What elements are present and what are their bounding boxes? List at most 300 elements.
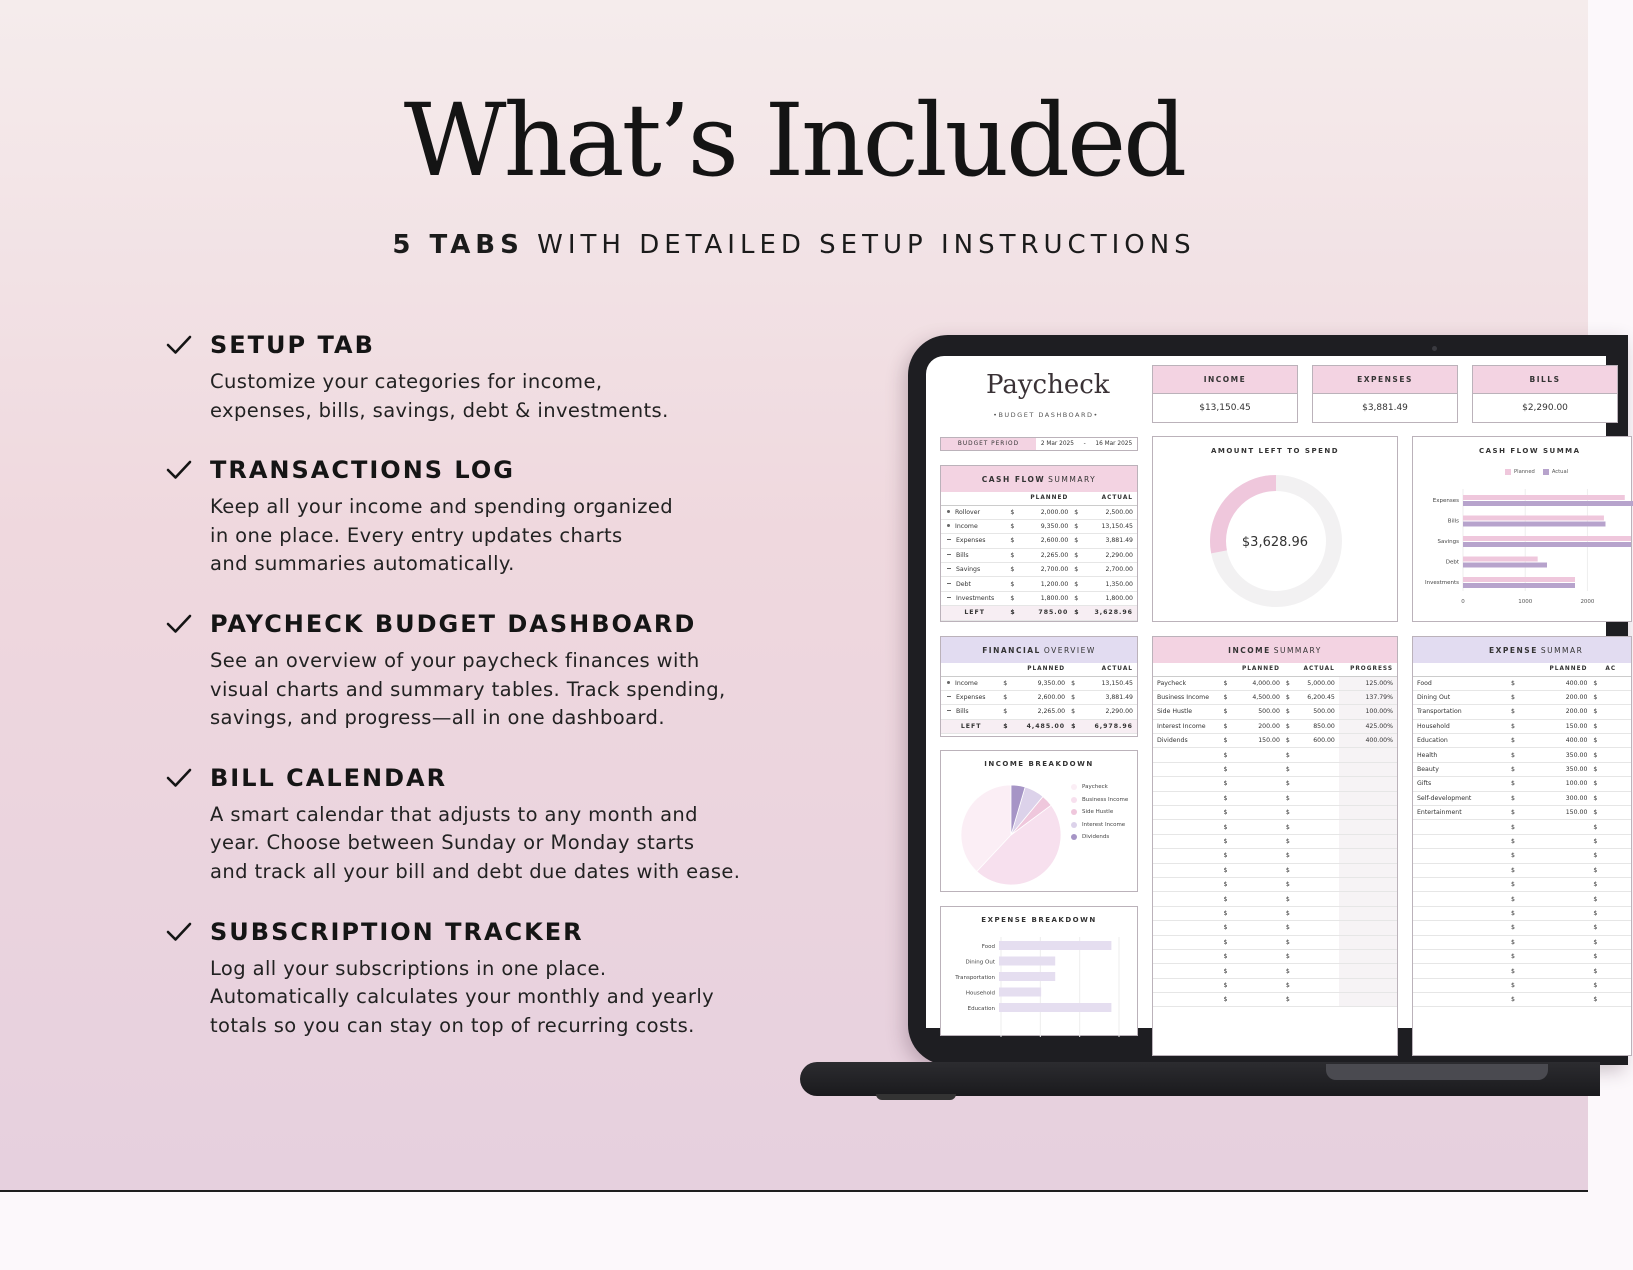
table-row: [1413, 777, 1631, 791]
dash-icon: [947, 539, 951, 540]
currency-symbol: [1222, 863, 1232, 877]
planned-cell[interactable]: [1232, 993, 1284, 1007]
currency-symbol-text: $: [1071, 679, 1076, 687]
currency-symbol-text: $: [1223, 852, 1228, 860]
expense-category[interactable]: [1413, 849, 1509, 863]
progress-cell: [1339, 863, 1397, 877]
income-source[interactable]: [1153, 791, 1222, 805]
income-source[interactable]: [1153, 748, 1222, 762]
actual-cell: [1294, 791, 1339, 805]
planned-cell-text: 1,800.00: [1040, 595, 1069, 603]
currency-symbol: [1008, 534, 1018, 548]
feature-description: Keep all your income and spending organized in one place. Every entry updates charts and summaries automatically.: [210, 495, 674, 576]
income-source-text: Interest Income: [1157, 722, 1206, 730]
planned-cell[interactable]: [1519, 906, 1591, 920]
currency-symbol: [1509, 921, 1519, 935]
planned-cell[interactable]: [1519, 705, 1591, 719]
row-label: [941, 676, 1001, 690]
planned-cell[interactable]: [1519, 719, 1591, 733]
category-label: Debt: [1445, 559, 1459, 566]
income-source[interactable]: [1153, 777, 1222, 791]
table-row: [1413, 791, 1631, 805]
currency-symbol-text: $: [1593, 679, 1598, 687]
actual-cell: [1294, 777, 1339, 791]
category-label: Food: [981, 944, 995, 950]
actual-cell: [1601, 748, 1631, 762]
table-row: [941, 591, 1137, 605]
income-source[interactable]: [1153, 964, 1222, 978]
currency-symbol-text: $: [1010, 508, 1015, 516]
planned-cell[interactable]: [1519, 734, 1591, 748]
table-row: [1413, 921, 1631, 935]
income-source[interactable]: [1153, 877, 1222, 891]
actual-cell: [1601, 734, 1631, 748]
expense-category[interactable]: [1413, 820, 1509, 834]
progress-cell-text: 137.79%: [1365, 694, 1393, 702]
currency-symbol-text: $: [1593, 737, 1598, 745]
currency-symbol-text: $: [1285, 895, 1290, 903]
currency-symbol: [1222, 777, 1232, 791]
row-label-text: Bills: [956, 551, 969, 559]
planned-cell[interactable]: [1232, 820, 1284, 834]
currency-symbol-text: $: [1010, 551, 1015, 559]
legend-planned-label: Planned: [1514, 469, 1535, 475]
dash-icon: [947, 554, 951, 555]
actual-cell: [1601, 762, 1631, 776]
actual-cell: [1082, 563, 1137, 577]
total-actual-text: 6,978.96: [1094, 722, 1133, 730]
table-row: [1153, 906, 1397, 920]
actual-cell: [1294, 719, 1339, 733]
total-label-text: LEFT: [964, 609, 985, 617]
table-row: [1153, 978, 1397, 992]
currency-symbol: [1591, 863, 1601, 877]
planned-cell-text: 1,200.00: [1040, 580, 1069, 588]
category-label: Investments: [1424, 580, 1459, 586]
actual-cell-text: 1,350.00: [1105, 580, 1133, 588]
actual-cell: [1294, 906, 1339, 920]
actual-cell: [1294, 892, 1339, 906]
planned-cell-text: 400.00: [1565, 737, 1588, 745]
actual-cell: [1601, 690, 1631, 704]
currency-symbol: [1509, 906, 1519, 920]
currency-symbol-text: $: [1511, 953, 1515, 961]
table-row: [1153, 921, 1397, 935]
income-source[interactable]: [1153, 906, 1222, 920]
planned-cell[interactable]: [1519, 849, 1591, 863]
currency-symbol: [1072, 563, 1082, 577]
progress-cell-text: 100.00%: [1365, 708, 1393, 716]
category-label: Transportation: [955, 975, 995, 981]
expense-category[interactable]: [1413, 748, 1509, 762]
planned-cell[interactable]: [1232, 705, 1284, 719]
planned-cell[interactable]: [1519, 964, 1591, 978]
currency-symbol-text: $: [1511, 751, 1515, 759]
planned-cell[interactable]: [1519, 762, 1591, 776]
feature-item: [164, 455, 804, 579]
income-summary-header: [1153, 637, 1397, 663]
actual-cell: [1079, 690, 1137, 704]
currency-symbol: [1591, 734, 1601, 748]
kpi-card: [1472, 365, 1618, 423]
feature-title: PAYCHECK BUDGET DASHBOARD: [210, 609, 697, 638]
actual-cell: [1294, 762, 1339, 776]
income-source[interactable]: [1153, 978, 1222, 992]
planned-cell[interactable]: [1232, 935, 1284, 949]
actual-cell: [1601, 806, 1631, 820]
actual-cell: [1601, 892, 1631, 906]
expense-category[interactable]: [1413, 806, 1509, 820]
income-source[interactable]: [1153, 734, 1222, 748]
planned-cell[interactable]: [1232, 978, 1284, 992]
laptop-notch: [1326, 1064, 1548, 1080]
kpi-card: [1312, 365, 1458, 423]
planned-cell-text: 9,350.00: [1037, 679, 1066, 687]
expense-category[interactable]: [1413, 949, 1509, 963]
planned-cell[interactable]: [1232, 806, 1284, 820]
planned-cell[interactable]: [1519, 806, 1591, 820]
planned-cell[interactable]: [1232, 877, 1284, 891]
planned-cell[interactable]: [1519, 921, 1591, 935]
planned-cell[interactable]: [1232, 762, 1284, 776]
expense-category[interactable]: [1413, 863, 1509, 877]
expense-category[interactable]: [1413, 690, 1509, 704]
expense-breakdown-title: EXPENSE BREAKDOWN: [981, 916, 1097, 924]
income-source[interactable]: [1153, 719, 1222, 733]
expense-category[interactable]: [1413, 791, 1509, 805]
planned-cell[interactable]: [1232, 719, 1284, 733]
income-source[interactable]: [1153, 921, 1222, 935]
progress-cell: [1339, 964, 1397, 978]
expense-category[interactable]: [1413, 892, 1509, 906]
actual-cell: [1601, 719, 1631, 733]
feature-description: Log all your subscriptions in one place. Automatically calculates your monthly and yearly totals so you can stay on top of recurring costs.: [210, 956, 715, 1037]
total-planned-text: 4,485.00: [1026, 722, 1066, 730]
planned-cell[interactable]: [1519, 748, 1591, 762]
income-source[interactable]: [1153, 690, 1222, 704]
planned-cell[interactable]: [1519, 892, 1591, 906]
actual-cell: [1601, 935, 1631, 949]
currency-symbol-text: $: [1593, 924, 1598, 932]
income-source[interactable]: [1153, 676, 1222, 690]
planned-cell[interactable]: [1232, 892, 1284, 906]
planned-cell[interactable]: [1519, 978, 1591, 992]
income-breakdown-legend: [1071, 781, 1128, 844]
currency-symbol: [1591, 676, 1601, 690]
currency-symbol-text: $: [1593, 953, 1598, 961]
currency-symbol: [1072, 606, 1082, 620]
currency-symbol: [1222, 877, 1232, 891]
legend-item: [1071, 781, 1128, 794]
currency-symbol: [1591, 748, 1601, 762]
currency-symbol: [1222, 676, 1232, 690]
total-planned: [1018, 606, 1072, 620]
actual-cell-text: 2,290.00: [1105, 551, 1133, 559]
income-source[interactable]: [1153, 993, 1222, 1007]
currency-symbol-text: $: [1511, 881, 1515, 889]
planned-cell[interactable]: [1519, 834, 1591, 848]
planned-cell[interactable]: [1232, 676, 1284, 690]
actual-cell: [1601, 993, 1631, 1007]
currency-symbol-text: $: [1593, 823, 1598, 831]
currency-symbol: [1509, 705, 1519, 719]
currency-symbol-text: $: [1074, 609, 1080, 617]
currency-symbol-text: $: [1223, 996, 1228, 1004]
table-row: [1153, 849, 1397, 863]
planned-cell-text: 150.00: [1565, 809, 1588, 817]
table-row: [1413, 690, 1631, 704]
currency-symbol-text: $: [1511, 996, 1515, 1004]
currency-symbol-text: $: [1223, 708, 1228, 716]
currency-symbol: [1222, 949, 1232, 963]
actual-bar: [1463, 563, 1547, 568]
currency-symbol: [1284, 978, 1294, 992]
expense-category[interactable]: [1413, 719, 1509, 733]
income-source[interactable]: [1153, 892, 1222, 906]
planned-cell[interactable]: [1232, 863, 1284, 877]
currency-symbol: [1509, 676, 1519, 690]
currency-symbol: [1222, 748, 1232, 762]
expense-category-text: Education: [1417, 737, 1448, 745]
es-col-actual: AC: [1601, 663, 1631, 676]
row-label: [941, 705, 1001, 719]
progress-cell-text: 425.00%: [1365, 722, 1393, 730]
currency-symbol: [1222, 734, 1232, 748]
actual-cell: [1082, 577, 1137, 591]
income-source[interactable]: [1153, 949, 1222, 963]
planned-bar: [1463, 557, 1538, 562]
expense-category[interactable]: [1413, 676, 1509, 690]
row-label: [941, 591, 1008, 605]
table-row: [1413, 964, 1631, 978]
row-label: [941, 534, 1008, 548]
currency-symbol-text: $: [1223, 823, 1228, 831]
currency-symbol-text: $: [1285, 996, 1290, 1004]
planned-cell[interactable]: [1018, 534, 1072, 548]
currency-symbol: [1222, 806, 1232, 820]
planned-cell[interactable]: [1232, 748, 1284, 762]
currency-symbol-text: $: [1223, 909, 1228, 917]
table-row: [1413, 806, 1631, 820]
planned-cell[interactable]: [1232, 791, 1284, 805]
currency-symbol-text: $: [1593, 694, 1598, 702]
total-label: [941, 606, 1008, 620]
cash-flow-chart-title: CASH FLOW SUMMA: [1479, 447, 1581, 455]
planned-cell[interactable]: [1018, 505, 1072, 519]
progress-cell: [1339, 834, 1397, 848]
planned-cell[interactable]: [1018, 519, 1072, 533]
feature-item: [164, 917, 804, 1041]
income-source[interactable]: [1153, 834, 1222, 848]
planned-cell[interactable]: [1018, 577, 1072, 591]
planned-cell-text: 350.00: [1565, 766, 1588, 774]
progress-cell: [1339, 676, 1397, 690]
planned-cell-text: 9,350.00: [1040, 523, 1069, 531]
expense-category[interactable]: [1413, 705, 1509, 719]
cash-flow-summary-header: [941, 466, 1137, 492]
planned-cell-text: 350.00: [1565, 751, 1588, 759]
actual-bar: [1463, 522, 1605, 527]
currency-symbol: [1008, 563, 1018, 577]
currency-symbol: [1222, 921, 1232, 935]
currency-symbol: [1222, 791, 1232, 805]
total-row: [941, 606, 1137, 620]
currency-symbol-text: $: [1003, 694, 1008, 702]
progress-cell-text: 400.00%: [1365, 737, 1393, 745]
expense-category[interactable]: [1413, 834, 1509, 848]
currency-symbol: [1222, 719, 1232, 733]
planned-cell: [1011, 690, 1069, 704]
planned-cell[interactable]: [1232, 834, 1284, 848]
income-source[interactable]: [1153, 806, 1222, 820]
income-source[interactable]: [1153, 705, 1222, 719]
legend-label: Side Hustle: [1082, 809, 1114, 816]
expense-category[interactable]: [1413, 978, 1509, 992]
planned-cell[interactable]: [1519, 676, 1591, 690]
checkmark-icon: [166, 459, 192, 481]
financial-overview-title-light: OVERVIEW: [1043, 645, 1096, 655]
currency-symbol-text: $: [1074, 551, 1079, 559]
table-row: [1153, 777, 1397, 791]
currency-symbol-text: $: [1223, 967, 1228, 975]
expense-category[interactable]: [1413, 964, 1509, 978]
currency-symbol-text: $: [1285, 823, 1290, 831]
financial-overview-table: [941, 663, 1137, 734]
planned-cell: [1011, 705, 1069, 719]
planned-cell[interactable]: [1232, 906, 1284, 920]
currency-symbol-text: $: [1223, 953, 1228, 961]
currency-symbol: [1509, 791, 1519, 805]
currency-symbol-text: $: [1593, 794, 1598, 802]
planned-cell[interactable]: [1232, 849, 1284, 863]
currency-symbol: [1284, 748, 1294, 762]
currency-symbol: [1509, 892, 1519, 906]
planned-cell-text: 2,265.00: [1037, 708, 1066, 716]
actual-cell: [1601, 863, 1631, 877]
income-source[interactable]: [1153, 935, 1222, 949]
planned-cell: [1011, 676, 1069, 690]
progress-cell: [1339, 978, 1397, 992]
income-source[interactable]: [1153, 762, 1222, 776]
row-label-text: Bills: [956, 708, 969, 716]
row-label-text: Income: [955, 523, 978, 531]
planned-cell-text: 150.00: [1565, 722, 1588, 730]
planned-cell[interactable]: [1519, 690, 1591, 704]
dash-icon: [947, 568, 951, 569]
planned-cell[interactable]: [1519, 949, 1591, 963]
table-row: [1153, 892, 1397, 906]
currency-symbol: [1284, 935, 1294, 949]
row-label-text: Investments: [956, 595, 995, 603]
currency-symbol: [1591, 849, 1601, 863]
planned-cell-text: 500.00: [1258, 708, 1280, 716]
actual-cell: [1082, 534, 1137, 548]
planned-cell[interactable]: [1018, 548, 1072, 562]
currency-symbol-text: $: [1285, 737, 1290, 745]
planned-cell[interactable]: [1519, 877, 1591, 891]
expense-category[interactable]: [1413, 777, 1509, 791]
currency-symbol: [1222, 834, 1232, 848]
expense-category[interactable]: [1413, 906, 1509, 920]
planned-cell[interactable]: [1018, 591, 1072, 605]
currency-symbol-text: $: [1285, 794, 1290, 802]
currency-symbol: [1072, 577, 1082, 591]
planned-cell[interactable]: [1018, 563, 1072, 577]
planned-cell[interactable]: [1519, 863, 1591, 877]
income-source[interactable]: [1153, 849, 1222, 863]
actual-cell: [1082, 519, 1137, 533]
planned-cell[interactable]: [1519, 777, 1591, 791]
expense-breakdown-panel: [940, 906, 1138, 1036]
table-row: [1153, 834, 1397, 848]
planned-cell[interactable]: [1232, 921, 1284, 935]
currency-symbol-text: $: [1223, 837, 1228, 845]
planned-cell[interactable]: [1232, 690, 1284, 704]
currency-symbol: [1509, 849, 1519, 863]
expense-category[interactable]: [1413, 734, 1509, 748]
currency-symbol: [1509, 863, 1519, 877]
legend-label: Paycheck: [1082, 784, 1108, 791]
planned-cell[interactable]: [1519, 820, 1591, 834]
planned-cell[interactable]: [1519, 791, 1591, 805]
expense-category[interactable]: [1413, 877, 1509, 891]
currency-symbol: [1069, 690, 1079, 704]
planned-cell[interactable]: [1232, 777, 1284, 791]
row-label-text: Income: [955, 679, 978, 687]
currency-symbol-text: $: [1511, 852, 1515, 860]
income-source[interactable]: [1153, 820, 1222, 834]
currency-symbol-text: $: [1285, 722, 1290, 730]
expense-category[interactable]: [1413, 921, 1509, 935]
bullet-icon: [947, 681, 950, 684]
currency-symbol: [1284, 705, 1294, 719]
checkmark-icon: [166, 921, 192, 943]
currency-symbol-text: $: [1511, 708, 1515, 716]
currency-symbol: [1222, 993, 1232, 1007]
actual-cell: [1294, 834, 1339, 848]
planned-cell[interactable]: [1232, 949, 1284, 963]
table-row: [941, 534, 1137, 548]
progress-cell: [1339, 877, 1397, 891]
currency-symbol-text: $: [1511, 694, 1515, 702]
currency-symbol: [1509, 777, 1519, 791]
budget-period-range[interactable]: [1036, 438, 1137, 450]
feature-list: [164, 330, 804, 1070]
planned-cell[interactable]: [1232, 734, 1284, 748]
expense-summary-title: EXPENSE: [1489, 645, 1538, 655]
currency-symbol: [1001, 705, 1011, 719]
table-row: [1153, 762, 1397, 776]
expense-category[interactable]: [1413, 935, 1509, 949]
legend-label: Interest Income: [1082, 821, 1126, 828]
currency-symbol: [1591, 892, 1601, 906]
currency-symbol-text: $: [1074, 566, 1079, 574]
income-source[interactable]: [1153, 863, 1222, 877]
currency-symbol-text: $: [1511, 679, 1515, 687]
planned-cell[interactable]: [1232, 964, 1284, 978]
fo-col-actual: ACTUAL: [1079, 663, 1137, 676]
expense-category[interactable]: [1413, 993, 1509, 1007]
table-row: [1153, 820, 1397, 834]
actual-cell-text: 5,000.00: [1307, 679, 1335, 687]
planned-cell[interactable]: [1519, 993, 1591, 1007]
table-row: [1413, 949, 1631, 963]
currency-symbol-text: $: [1593, 967, 1598, 975]
kpi-value: $13,150.45: [1199, 403, 1251, 413]
planned-cell[interactable]: [1519, 935, 1591, 949]
expense-category[interactable]: [1413, 762, 1509, 776]
dash-icon: [947, 710, 951, 711]
